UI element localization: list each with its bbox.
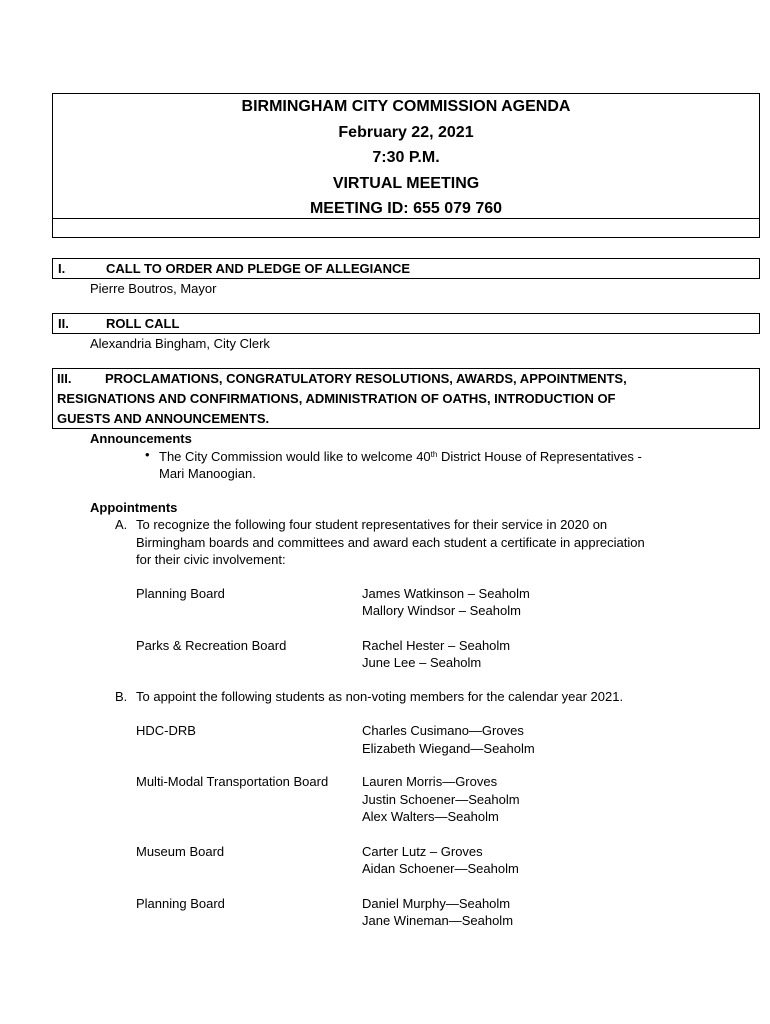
meeting-date: February 22, 2021 bbox=[338, 123, 474, 141]
section-2-number: II. bbox=[58, 316, 69, 331]
appointment-b-name: Aidan Schoener—Seaholm bbox=[362, 861, 519, 876]
appointment-b-name: Carter Lutz – Groves bbox=[362, 844, 483, 859]
announcements-heading: Announcements bbox=[90, 431, 192, 446]
appointment-a-name: Rachel Hester – Seaholm bbox=[362, 638, 511, 653]
appointment-a-board: Parks & Recreation Board bbox=[136, 638, 287, 653]
agenda-header bbox=[53, 94, 759, 219]
section-1-number: I. bbox=[58, 261, 66, 276]
section-3-heading-line3: GUESTS AND ANNOUNCEMENTS. bbox=[57, 411, 270, 426]
appointment-b-board: Museum Board bbox=[136, 844, 225, 859]
section-3-box bbox=[52, 368, 760, 429]
appointment-b-marker: B. bbox=[115, 689, 128, 704]
announcement-line1: The City Commission would like to welcome 40th District House of Representatives - bbox=[159, 449, 642, 464]
appointment-a-name: Mallory Windsor – Seaholm bbox=[362, 603, 521, 618]
section-3-heading-line2: RESIGNATIONS AND CONFIRMATIONS, ADMINISTRATION OF OATHS, INTRODUCTION OF bbox=[57, 391, 616, 406]
section-3-number: III. bbox=[57, 371, 72, 386]
appointment-a-marker: A. bbox=[115, 517, 128, 532]
appointment-b-name: Jane Wineman—Seaholm bbox=[362, 913, 514, 928]
appointment-b-name: Elizabeth Wiegand—Seaholm bbox=[362, 741, 535, 756]
appointment-a-line3: for their civic involvement: bbox=[136, 552, 286, 567]
appointment-b-name: Charles Cusimano—Groves bbox=[362, 723, 524, 738]
meeting-type: VIRTUAL MEETING bbox=[332, 174, 480, 192]
section-3-heading-line1: III. PROCLAMATIONS, CONGRATULATORY RESOLUTIONS, AWARDS, APPOINTMENTS, bbox=[57, 369, 755, 389]
section-2-heading: ROLL CALL bbox=[106, 316, 180, 331]
section-2-bar bbox=[52, 313, 760, 334]
section-1-detail: Pierre Boutros, Mayor bbox=[90, 281, 217, 296]
announcement-bullet: • bbox=[145, 447, 150, 462]
appointment-a-name: June Lee – Seaholm bbox=[362, 655, 482, 670]
appointment-b-name: Alex Walters—Seaholm bbox=[362, 809, 499, 824]
appointment-b-board: Planning Board bbox=[136, 896, 225, 911]
section-2-detail: Alexandria Bingham, City Clerk bbox=[90, 336, 270, 351]
announcement-line2: Mari Manoogian. bbox=[159, 466, 256, 481]
agenda-title-box bbox=[52, 93, 760, 238]
appointment-b-name: Justin Schoener—Seaholm bbox=[362, 792, 520, 807]
section-1-heading: CALL TO ORDER AND PLEDGE OF ALLEGIANCE bbox=[106, 261, 411, 276]
appointment-b-board: Multi-Modal Transportation Board bbox=[136, 774, 329, 789]
appointment-b-board: HDC-DRB bbox=[136, 723, 196, 738]
appointment-a-line1: To recognize the following four student representatives for their service in 2020 on bbox=[136, 517, 608, 532]
meeting-id: MEETING ID: 655 079 760 bbox=[309, 200, 503, 217]
appointment-b-name: Lauren Morris—Groves bbox=[362, 774, 498, 789]
section-1-bar bbox=[52, 258, 760, 279]
meeting-time: 7:30 P.M. bbox=[372, 149, 440, 166]
appointment-a-board: Planning Board bbox=[136, 586, 225, 601]
appointment-a-line2: Birmingham boards and committees and award each student a certificate in appreciation bbox=[136, 535, 645, 550]
appointments-heading: Appointments bbox=[90, 500, 178, 515]
agenda-title: BIRMINGHAM CITY COMMISSION AGENDA bbox=[241, 98, 571, 115]
appointment-b-name: Daniel Murphy—Seaholm bbox=[362, 896, 511, 911]
appointment-a-name: James Watkinson – Seaholm bbox=[362, 586, 530, 601]
appointment-b-line1: To appoint the following students as non-voting members for the calendar year 2021. bbox=[136, 689, 624, 704]
